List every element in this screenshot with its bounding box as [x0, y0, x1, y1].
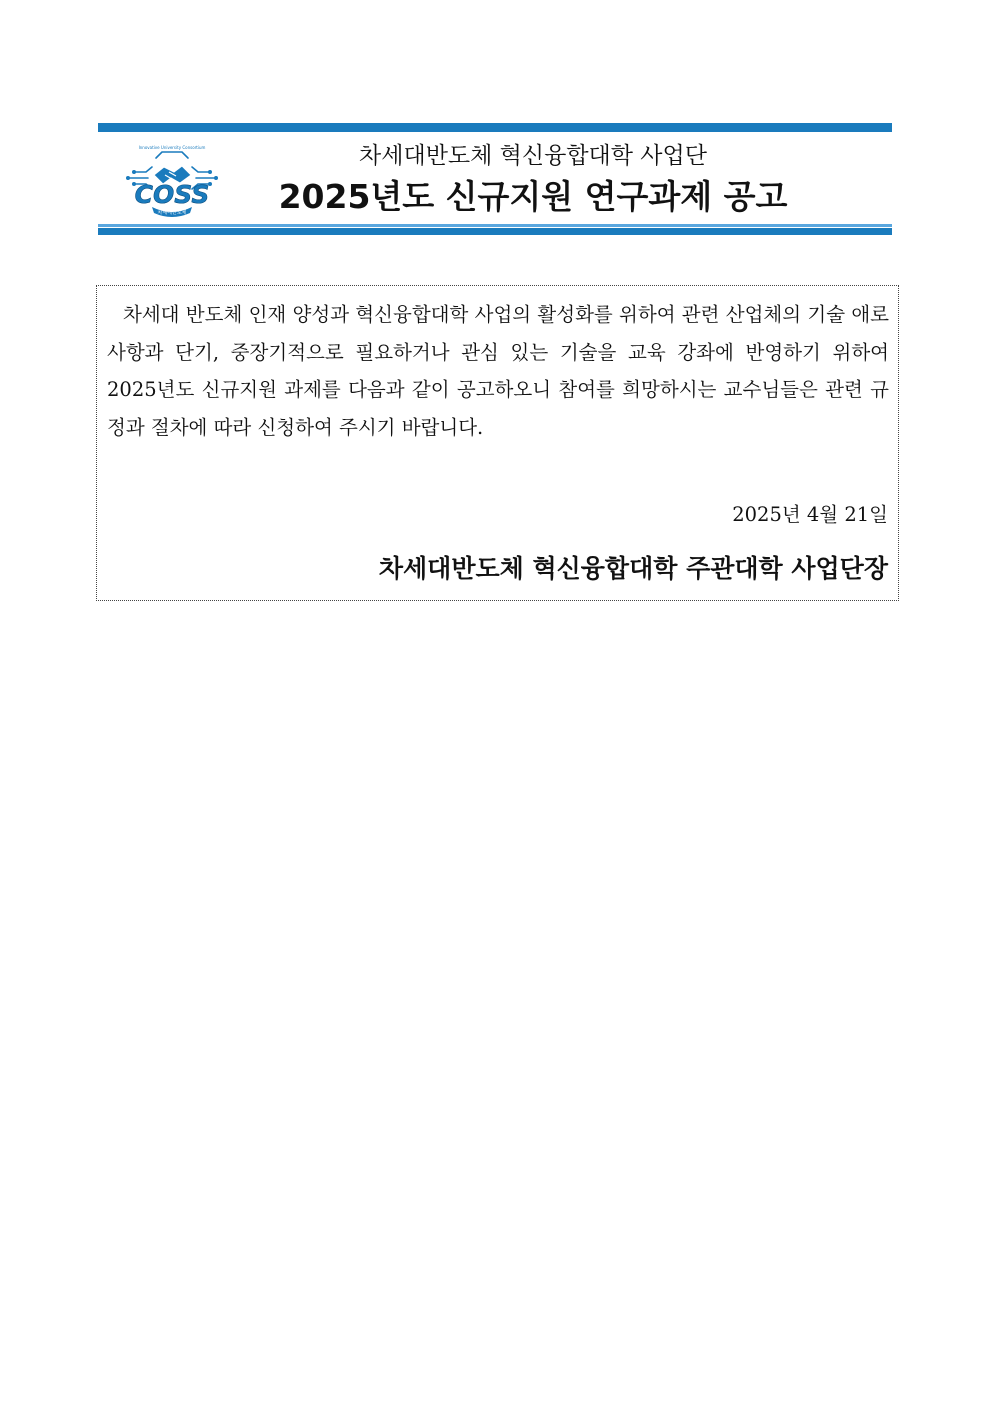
- logo-bottom-text: 차세대반도체: [157, 210, 187, 216]
- logo-wordmark: COSS: [134, 180, 210, 209]
- notice-date: 2025년 4월 21일: [732, 503, 888, 526]
- logo-top-text: Innovative University Consortium: [138, 145, 206, 150]
- notice-body: 차세대 반도체 인재 양성과 혁신융합대학 사업의 활성화를 위하여 관련 산업체의 기술 애로사항과 단기, 중장기적으로 필요하거나 관심 있는 기술을 교육 강좌에 반영하기 위하여 2025년도 신규지원 과제를 다음과 같이 공고하오니 참여를 희망하시는 교수님들은 관련 규정과 절차에 따라 신청하여 주시기 바랍니다.: [107, 303, 889, 439]
- header-top-rule: [98, 123, 892, 132]
- notice-signature: 차세대반도체 혁신융합대학 주관대학 사업단장: [378, 554, 888, 583]
- document-title: 2025년도 신규지원 연구과제 공고: [278, 177, 788, 216]
- notice-box: [96, 285, 899, 601]
- header-bottom-rule: [98, 224, 892, 235]
- document-header: [98, 123, 892, 235]
- coss-logo-icon: [124, 145, 220, 219]
- organization-name: 차세대반도체 혁신융합대학 사업단: [359, 143, 707, 169]
